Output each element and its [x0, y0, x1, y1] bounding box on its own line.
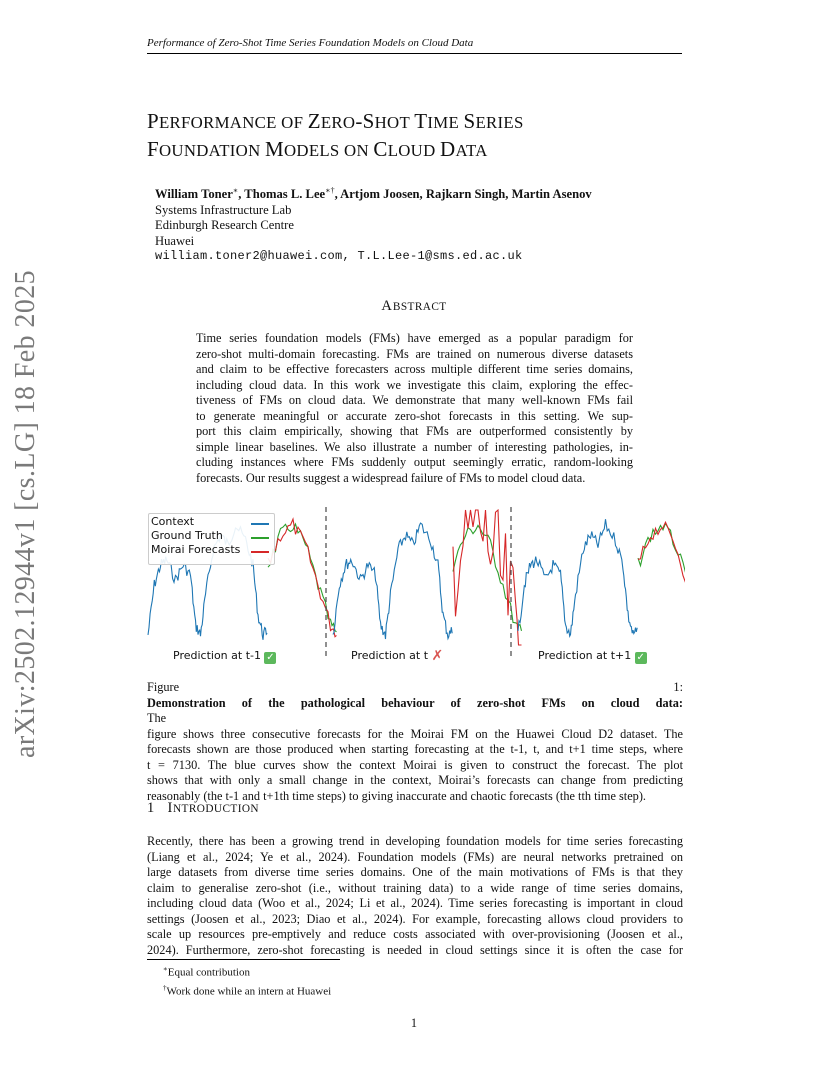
legend-ground-truth-swatch [251, 537, 269, 539]
introduction-body [147, 834, 683, 958]
title-fragment: HOT [374, 113, 415, 132]
title-fragment: D [440, 137, 456, 161]
legend-forecasts: Moirai Forecasts [151, 543, 241, 556]
title-fragment: ODELS ON [283, 141, 374, 160]
abstract-line: zero-shot multi-domain forecasting. FMs are trained on numerous diverse datasets [196, 346, 633, 361]
caption-bold: Demonstration of the pathological behaviour of zero-shot FMs on cloud data: [147, 695, 683, 710]
author-names: William Toner∗, Thomas L. Lee∗†, Artjom Joosen, Rajkarn Singh, Martin Asenov [155, 186, 592, 202]
title-line-2 [147, 136, 707, 164]
context-series [518, 519, 637, 636]
title-fragment: ERFORMANCE OF [158, 113, 308, 132]
section-heading-introduction: 1 INTRODUCTION [147, 800, 259, 816]
affiliation-lab: Systems Infrastructure Lab [155, 202, 292, 217]
abstract-line: including cloud data. In this work we investigate this claim, exploring the effec- [196, 377, 633, 392]
title-line-1 [147, 108, 707, 136]
caption-line: shows that with only a small change in the context, Moirai’s forecasts can change from predicting [147, 773, 683, 787]
abstract-line: tiveness of FMs on cloud data. We demonstrate that many well-known FMs fail [196, 393, 633, 407]
legend [148, 513, 275, 565]
running-header: Performance of Zero-Shot Time Series Foundation Models on Cloud Data [147, 37, 474, 49]
header-rule [147, 53, 682, 54]
intro-line: claim to generalise zero-shot (i.e., without training data) to a wide range of time series domains, [147, 880, 683, 895]
caption-line: reasonably (the t-1 and t+1th time steps) to giving inaccurate and chaotic forecasts (the tth time step). [147, 788, 646, 803]
abstract-body [196, 331, 633, 486]
title-fragment: -S [355, 109, 375, 133]
panel-label-t: Prediction at t ✗ [351, 648, 444, 664]
title-fragment: M [265, 137, 284, 161]
cross-icon: ✗ [431, 648, 444, 664]
abstract-line: forecasts. Our results suggest a widespread failure of FMs to model cloud data. [196, 470, 586, 485]
legend-forecasts-swatch [251, 551, 269, 553]
figure-1 [143, 505, 685, 665]
abstract-line: port this claim empirically, showing that FMs are outperformed consistently by [196, 424, 633, 438]
title-fragment: OUNDATION [158, 141, 265, 160]
intro-line: scale up resources pre-emptively and reduce costs associated with over-provisioning (Joosen et al., [147, 927, 683, 941]
intro-line: (Liang et al., 2024; Ye et al., 2024). Foundation models (FMs) are neural networks pretrained on [147, 849, 683, 864]
footnote-1: ∗Equal contribution [163, 965, 250, 979]
title-fragment: T [414, 109, 428, 133]
footnote-rule [147, 959, 340, 960]
affiliation-centre: Edinburgh Research Centre [155, 218, 294, 233]
caption-text: The [147, 711, 167, 725]
title-fragment: C [373, 137, 388, 161]
intro-line: 2024). Furthermore, zero-shot forecasting is needed in cloud settings since it is often the case for [147, 942, 683, 957]
footnotes [163, 962, 331, 999]
caption-line: t = 7130. The blue curves show the context Moirai is given to construct the forecast. The plot [147, 757, 683, 772]
affiliation-company: Huawei [155, 233, 195, 248]
title-fragment: LOUD [387, 141, 441, 160]
page-number: 1 [410, 1016, 418, 1030]
caption-line: forecasts shown are those produced when starting forecasting at the t-1, t, and t+1 time steps, where [147, 742, 683, 756]
figure-caption [147, 680, 683, 804]
panel-label-t-plus-1: Prediction at t+1 ✓ [538, 649, 645, 663]
title-fragment: IME [427, 113, 464, 132]
title-fragment: F [147, 137, 159, 161]
title-fragment: P [147, 109, 159, 133]
caption-line: figure shows three consecutive forecasts for the Moirai FM on the Huawei Cloud D2 dataset. The [147, 726, 683, 741]
legend-context: Context [151, 515, 195, 528]
abstract-line: simple linear baselines. We also illustrate a number of interesting pathologies, in- [196, 439, 633, 454]
abstract-line: and claim to be effective forecasters across multiple different time series domains, [196, 362, 633, 376]
ground-truth-series [638, 523, 685, 632]
intro-line: large datasets from diverse time series domains. One of the main motivations of FMs is that they [147, 865, 683, 879]
intro-line: Recently, there has been a growing trend in developing foundation models for time series forecasting [147, 834, 683, 848]
legend-ground-truth: Ground Truth [151, 529, 223, 542]
title-fragment: ERIES [475, 113, 524, 132]
abstract-line: Time series foundation models (FMs) have emerged as a popular paradigm for [196, 331, 633, 345]
context-series [333, 523, 452, 639]
title-fragment: ATA [455, 141, 488, 160]
intro-line: settings (Joosen et al., 2023; Diao et al., 2024). For example, forecasting allows cloud providers to [147, 911, 683, 926]
check-icon: ✓ [266, 652, 275, 663]
footnote-2: †Work done while an intern at Huawei [163, 983, 332, 998]
abstract-line: cluding instances where FMs suddenly output seemingly erratic, random-looking [196, 455, 633, 469]
panel-label-t-minus-1: Prediction at t-1 ✓ [173, 649, 275, 663]
title-fragment: Z [307, 109, 321, 133]
author-emails: william.toner2@huawei.com, T.L.Lee-1@sms.ed.ac.uk [155, 249, 523, 264]
abstract-line: to generate meaningful or accurate zero-shot forecasts in this setting. We sup- [196, 408, 633, 423]
abstract-heading: ABSTRACT [381, 298, 447, 314]
forecast-series [638, 522, 685, 639]
caption-label: Figure 1: [147, 680, 683, 694]
author-block [155, 183, 592, 265]
legend-context-swatch [251, 523, 269, 525]
paper-title [147, 108, 707, 164]
caption-line [147, 680, 683, 727]
title-fragment: S [463, 109, 476, 133]
intro-line: including cloud data (Woo et al., 2024; Li et al., 2024). Time series forecasting is important in cloud [147, 896, 683, 910]
check-icon: ✓ [636, 652, 645, 663]
arxiv-stamp: arXiv:2502.12944v1 [cs.LG] 18 Feb 2025 [10, 269, 41, 758]
title-fragment: ERO [320, 113, 356, 132]
